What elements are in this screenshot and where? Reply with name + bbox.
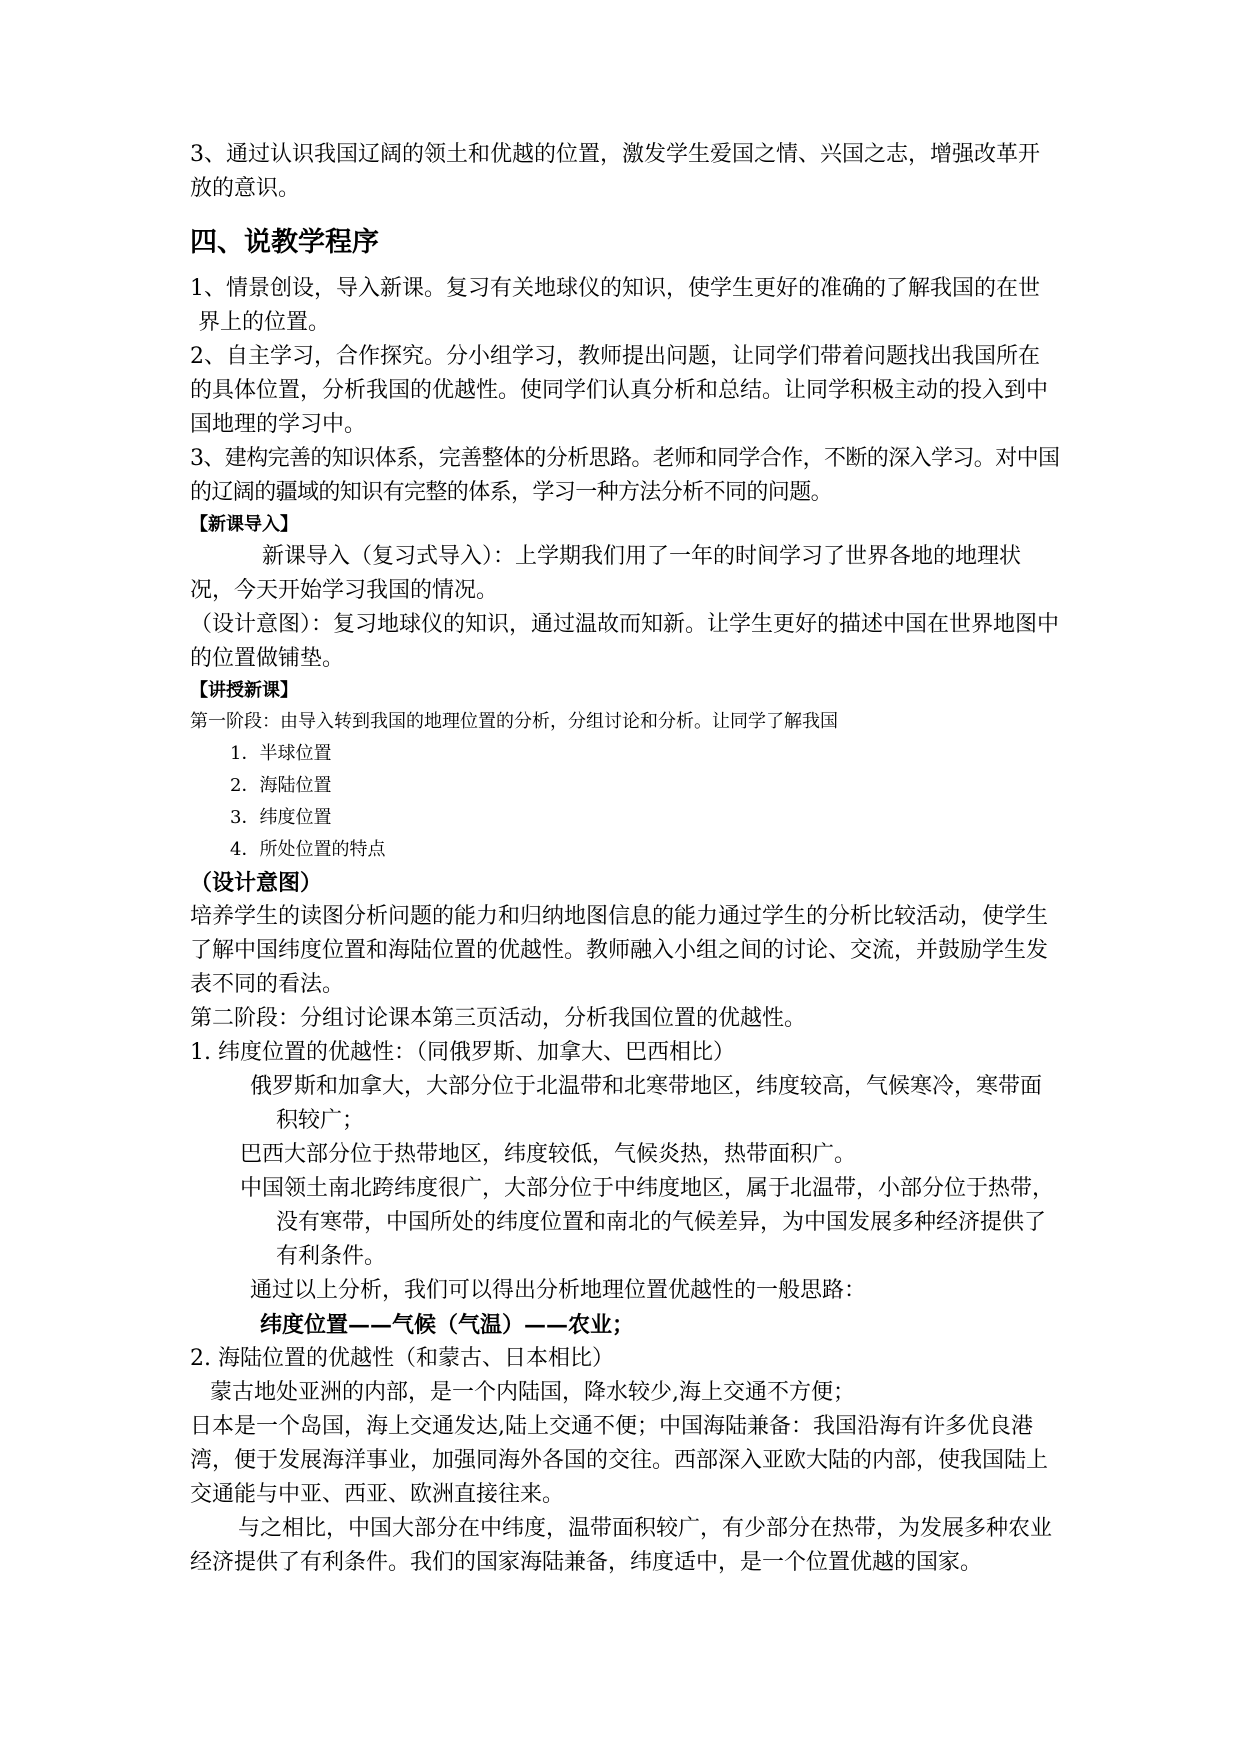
stage-2-text: 第二阶段：分组讨论课本第三页活动，分析我国位置的优越性。 xyxy=(190,1006,807,1031)
section-heading-teaching-procedure: 四、说教学程序 xyxy=(190,227,379,258)
intro-text: 新课导入（复习式导入）：上学期我们用了一年的时间学习了世界各地的地理状况，今天开始学习我国的情况。 xyxy=(190,544,1022,603)
section-label-teaching: 【讲授新课】 xyxy=(190,680,298,701)
sea-japan-china: 日本是一个岛国，海上交通发达,陆上交通不便；中国海陆兼备：我国沿海有许多优良港湾，便于发展海洋事业，加强同海外各国的交往。西部深入亚欧大陆的内部，使我国陆上交通能与中亚、西亚、欧洲直接往来。 xyxy=(190,1414,1049,1507)
stage-1-item: 3．纬度位置 xyxy=(230,807,332,828)
latitude-russia-canada: 俄罗斯和加拿大，大部分位于北温带和北寒带地区，纬度较高，气候寒冷，寒带面积较广； xyxy=(250,1074,1043,1133)
latitude-summary: 通过以上分析，我们可以得出分析地理位置优越性的一般思路： xyxy=(250,1278,867,1303)
latitude-advantage-title: 1. 纬度位置的优越性：（同俄罗斯、加拿大、巴西相比） xyxy=(190,1040,735,1065)
stage-1-text: 第一阶段：由导入转到我国的地理位置的分析，分组讨论和分析。让同学了解我国 xyxy=(190,711,838,732)
step-1: 1、情景创设，导入新课。复习有关地球仪的知识，使学生更好的准确的了解我国的在世界上的位置。 xyxy=(190,276,1040,335)
stage-1-item: 4．所处位置的特点 xyxy=(230,839,386,860)
paragraph-goal-3: 3、通过认识我国辽阔的领土和优越的位置，激发学生爱国之情、兴国之志，增强改革开放的意识。 xyxy=(190,142,1040,201)
step-2: 2、自主学习，合作探究。分小组学习，教师提出问题，让同学们带着问题找出我国所在的具体位置，分析我国的优越性。使同学们认真分析和总结。让同学积极主动的投入到中国地理的学习中。 xyxy=(190,344,1049,437)
document-page xyxy=(190,138,1060,1580)
latitude-brazil: 巴西大部分位于热带地区，纬度较低，气候炎热，热带面积广。 xyxy=(240,1142,857,1167)
sea-land-advantage-title: 2. 海陆位置的优越性（和蒙古、日本相比） xyxy=(190,1346,614,1371)
step-3: 3、建构完善的知识体系，完善整体的分析思路。老师和同学合作，不断的深入学习。对中国的辽阔的疆域的知识有完整的体系，学习一种方法分析不同的问题。 xyxy=(190,446,1060,505)
sea-mongolia: 蒙古地处亚洲的内部，是一个内陆国，降水较少,海上交通不方便； xyxy=(210,1380,855,1405)
design-intent-text: 培养学生的读图分析问题的能力和归纳地图信息的能力通过学生的分析比较活动，使学生了解中国纬度位置和海陆位置的优越性。教师融入小组之间的讨论、交流，并鼓励学生发表不同的看法。 xyxy=(190,904,1049,997)
stage-1-item: 1．半球位置 xyxy=(230,743,332,764)
conclusion: 与之相比，中国大部分在中纬度，温带面积较广，有少部分在热带，为发展多种农业经济提供了有利条件。我们的国家海陆兼备，纬度适中，是一个位置优越的国家。 xyxy=(190,1516,1053,1575)
latitude-china: 中国领土南北跨纬度很广，大部分位于中纬度地区，属于北温带，小部分位于热带，没有寒带，中国所处的纬度位置和南北的气候差异，为中国发展多种经济提供了有利条件。 xyxy=(240,1176,1055,1269)
stage-1-item: 2．海陆位置 xyxy=(230,775,332,796)
design-intent-heading: （设计意图） xyxy=(190,870,323,896)
intro-design-intent: （设计意图）：复习地球仪的知识，通过温故而知新。让学生更好的描述中国在世界地图中的位置做铺垫。 xyxy=(190,612,1060,671)
latitude-chain: 纬度位置——气候（气温）——农业； xyxy=(260,1312,635,1338)
section-label-intro: 【新课导入】 xyxy=(190,514,298,535)
